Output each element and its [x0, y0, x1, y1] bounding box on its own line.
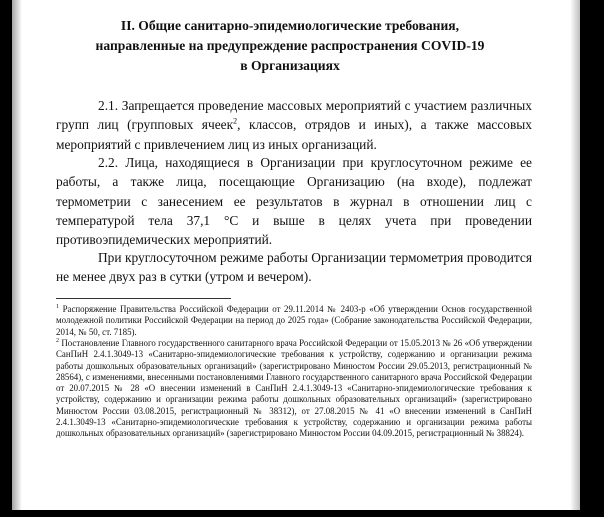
scan-edge-shadow-right	[570, 0, 580, 510]
scan-edge-shadow-left	[12, 0, 22, 510]
paragraph-2-1-text-b: , классов, отрядов и иных), а также массовых мероприятий с привлечением лиц из иных организаций.	[56, 117, 532, 152]
section-heading	[70, 16, 510, 76]
heading-line-1: II. Общие санитарно-эпидемиологические требования,	[120, 18, 460, 33]
paragraph-2-1-text-a: 2.1. Запрещается проведение массовых мероприятий с участием различных групп лиц (групповых ячеек	[56, 98, 532, 133]
paragraph-2-1	[56, 96, 532, 154]
footnote-1-mark: 1	[56, 304, 59, 311]
paragraph-2-2: 2.2. Лица, находящиеся в Организации при круглосуточном режиме ее работы, а также лица, посещающие Организацию (на входе), подлежат термометрии с занесением ее результатов в журнал в отношении лиц с температурой тела 37,1 °С и выше в целях учета при проведении противоэпидемических мероприятий.	[56, 155, 532, 248]
footnote-2-text: Постановление Главного государственного санитарного врача Российской Федерации от 15.05.2013 № 26 «Об утверждении СанПиН 2.4.1.3049-13 «Санитарно-эпидемиологические требования к устройству, содержанию и организации режима работы дошкольных образовательных организаций» (зарегистрировано Минюстом России 29.05.2013, регистрационный № 28564), с изменениями, внесенными постановлениями Главного государственного санитарного врача Российской Федерации от 20.07.2015 № 28 «О внесении изменений в СанПиН 2.4.1.3049-13 «Санитарно-эпидемиологические требования к устройству, содержанию и организации режима работы дошкольных образовательных организаций» (зарегистрировано Минюстом России 03.08.2015, регистрационный № 38312), от 27.08.2015 № 41 «О внесении изменений в СанПиН 2.4.1.3049-13 «Санитарно-эпидемиологические требования к устройству, содержанию и организации режима работы дошкольных образовательных организаций» (зарегистрировано Минюстом России 04.09.2015, регистрационный № 38824).	[56, 338, 532, 439]
heading-line-3: в Организациях	[240, 58, 340, 73]
footnote-1	[56, 304, 532, 338]
footnote-1-text: Распоряжение Правительства Российской Федерации от 29.11.2014 № 2403-р «Об утверждении Основ государственной молодежной политики Российской Федерации на период до 2025 года» (Собрание законодательства Российской Федерации, 2014, № 50, ст. 7185).	[56, 304, 532, 337]
heading-line-2: направленные на предупреждение распространения COVID-19	[95, 38, 485, 53]
footnote-2-mark: 2	[56, 338, 59, 345]
paragraph-thermometry: При круглосуточном режиме работы Организации термометрия проводится не менее двух раз в сутки (утром и вечером).	[56, 250, 532, 285]
footnote-divider	[56, 298, 231, 299]
footnote-2	[56, 338, 532, 440]
footnote-ref-2: 2	[233, 116, 238, 126]
